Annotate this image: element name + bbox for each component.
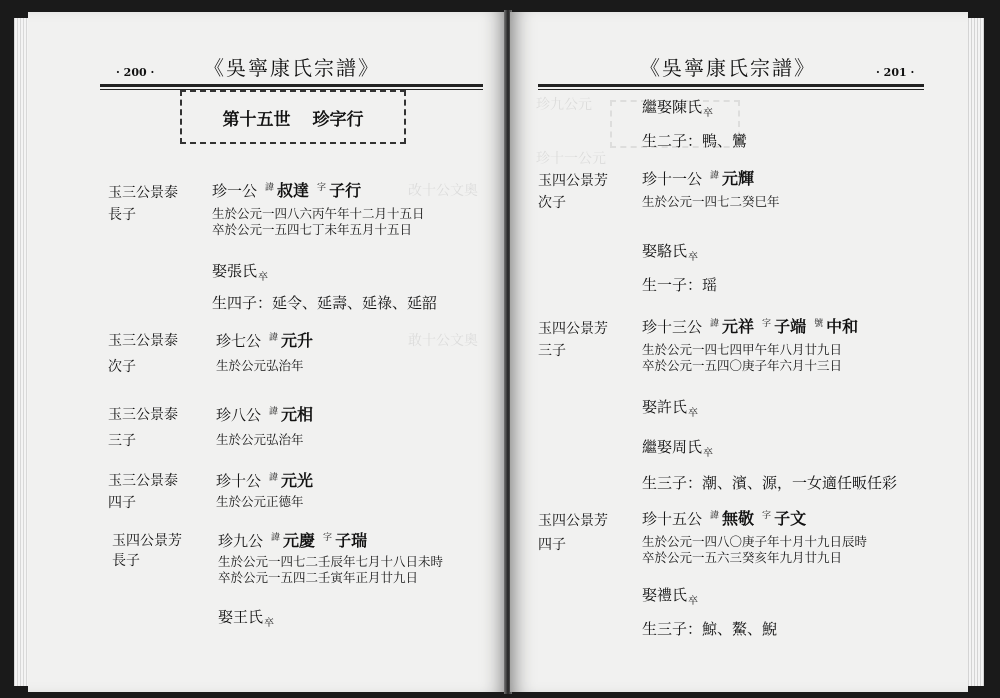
second-spouse — [642, 436, 713, 459]
spouse — [212, 260, 268, 283]
birth-order: 三子 — [538, 343, 566, 359]
children: 生一子：瑶 — [642, 276, 718, 294]
person-name: 珍九公 — [218, 532, 264, 550]
zi-mark: 字 — [323, 532, 333, 543]
parent-name: 玉三公景泰 — [108, 473, 178, 489]
left-page — [28, 12, 506, 692]
hui-name: 無敬 — [722, 509, 755, 528]
person-line — [642, 166, 754, 189]
spouse — [642, 396, 698, 419]
birth-order: 四子 — [538, 537, 566, 553]
children: 生四子：延令、延壽、延祿、延韶 — [212, 294, 438, 312]
person-name: 珍十公 — [216, 472, 262, 490]
generation-title-box — [180, 90, 406, 144]
parent-name: 玉三公景泰 — [108, 185, 178, 201]
birth-date: 生於公元一四八六丙午年十二月十五日 — [212, 206, 425, 221]
birth-order: 三子 — [108, 433, 136, 449]
generation-title: 第十五世 — [222, 109, 291, 130]
bleed-through-text: 敢十公文奧 — [408, 333, 478, 349]
person-name: 珍十三公 — [642, 318, 703, 336]
death-date: 卒於公元一五四二壬寅年正月廿九日 — [218, 570, 419, 585]
hui-name: 叔達 — [277, 181, 310, 200]
parent-name: 玉四公景芳 — [538, 321, 608, 337]
parent-name: 玉三公景泰 — [108, 407, 178, 423]
spouse-name: 繼娶周氏 — [642, 438, 703, 456]
birth-order: 次子 — [108, 359, 136, 375]
spouse-note: 卒 — [258, 272, 269, 283]
book-title-header: 《吳寧康氏宗譜》 — [640, 56, 816, 80]
header-rule-thin — [538, 89, 924, 90]
hui-mark: 諱 — [269, 406, 279, 417]
parent-name: 玉四公景芳 — [538, 173, 608, 189]
hui-mark: 諱 — [710, 510, 720, 521]
zi-name: 子瑞 — [335, 531, 368, 550]
hui-name: 元升 — [281, 331, 314, 350]
person-name: 珍八公 — [216, 406, 262, 424]
hui-name: 元祥 — [722, 317, 755, 336]
birth-date: 生於公元一四七二癸巳年 — [642, 194, 780, 209]
zi-mark: 字 — [762, 510, 772, 521]
children: 生三子：潮、濱、源，一女適任畈任彩 — [642, 474, 898, 492]
spouse-note: 卒 — [703, 108, 714, 119]
second-spouse — [642, 96, 713, 119]
spouse-name: 娶王氏 — [218, 608, 264, 626]
hui-name: 元慶 — [283, 531, 316, 550]
birth-date: 生於公元弘治年 — [216, 358, 304, 373]
spouse-name: 娶禮氏 — [642, 586, 688, 604]
person-line — [216, 328, 313, 351]
zi-mark: 字 — [317, 182, 327, 193]
generation-name: 珍字行 — [312, 109, 364, 130]
parent-name: 玉三公景泰 — [108, 333, 178, 349]
hui-name: 元相 — [281, 405, 314, 424]
hui-mark: 諱 — [271, 532, 281, 543]
person-line — [216, 402, 313, 425]
zi-name: 子端 — [774, 317, 807, 336]
birth-order: 長子 — [108, 207, 136, 223]
header-rule — [100, 84, 483, 87]
bleed-through-text: 珍十一公元 — [536, 151, 606, 167]
person-name: 珍七公 — [216, 332, 262, 350]
bleed-through-text: 珍九公元 — [536, 97, 592, 113]
hui-name: 元光 — [281, 471, 314, 490]
page-number: · 201 · — [876, 66, 915, 79]
hao-name: 中和 — [826, 317, 859, 336]
person-line — [216, 468, 313, 491]
book-title-header: 《吳寧康氏宗譜》 — [204, 56, 380, 80]
spouse-note: 卒 — [264, 618, 275, 629]
spouse — [218, 606, 274, 629]
spouse-name: 娶許氏 — [642, 398, 688, 416]
spouse-name: 娶張氏 — [212, 262, 258, 280]
birth-order: 次子 — [538, 195, 566, 211]
hui-mark: 諱 — [710, 318, 720, 329]
spouse-note: 卒 — [688, 408, 699, 419]
hao-mark: 號 — [814, 318, 824, 329]
children: 生二子：鴨、鸞 — [642, 132, 748, 150]
death-date: 卒於公元一五四〇庚子年六月十三日 — [642, 358, 843, 373]
bleed-through-text: 改十公文奧 — [408, 183, 478, 199]
death-date: 卒於公元一五四七丁未年五月十五日 — [212, 222, 413, 237]
zi-mark: 字 — [762, 318, 772, 329]
hui-mark: 諱 — [710, 170, 720, 181]
person-name: 珍十五公 — [642, 510, 703, 528]
spouse — [642, 240, 698, 263]
spouse-note: 卒 — [703, 448, 714, 459]
parent-name: 玉四公景芳 — [538, 513, 608, 529]
person-line — [642, 506, 806, 529]
spouse-name: 繼娶陳氏 — [642, 98, 703, 116]
spouse — [642, 584, 698, 607]
right-page — [510, 12, 968, 692]
zi-name: 子文 — [774, 509, 807, 528]
birth-date: 生於公元一四七四甲午年八月廿九日 — [642, 342, 843, 357]
birth-order: 四子 — [108, 495, 136, 511]
hui-mark: 諱 — [269, 332, 279, 343]
page-number: · 200 · — [116, 66, 155, 79]
person-line — [218, 528, 367, 551]
children: 生三子：鯨、鰲、鯢 — [642, 620, 778, 638]
person-line — [642, 314, 858, 337]
parent-name: 玉四公景芳 — [112, 533, 182, 549]
person-name: 珍十一公 — [642, 170, 703, 188]
birth-date: 生於公元弘治年 — [216, 432, 304, 447]
birth-order: 長子 — [112, 553, 140, 569]
birth-date: 生於公元正德年 — [216, 494, 304, 509]
header-rule — [538, 84, 924, 87]
death-date: 卒於公元一五六三癸亥年九月廿九日 — [642, 550, 843, 565]
birth-date: 生於公元一四八〇庚子年十月十九日辰時 — [642, 534, 868, 549]
person-name: 珍一公 — [212, 182, 258, 200]
spouse-name: 娶駱氏 — [642, 242, 688, 260]
zi-name: 子行 — [329, 181, 362, 200]
spouse-note: 卒 — [688, 252, 699, 263]
person-line — [212, 178, 361, 201]
spouse-note: 卒 — [688, 596, 699, 607]
right-page-edges — [966, 18, 984, 686]
birth-date: 生於公元一四七二壬辰年七月十八日未時 — [218, 554, 444, 569]
hui-name: 元輝 — [722, 169, 755, 188]
hui-mark: 諱 — [265, 182, 275, 193]
hui-mark: 諱 — [269, 472, 279, 483]
